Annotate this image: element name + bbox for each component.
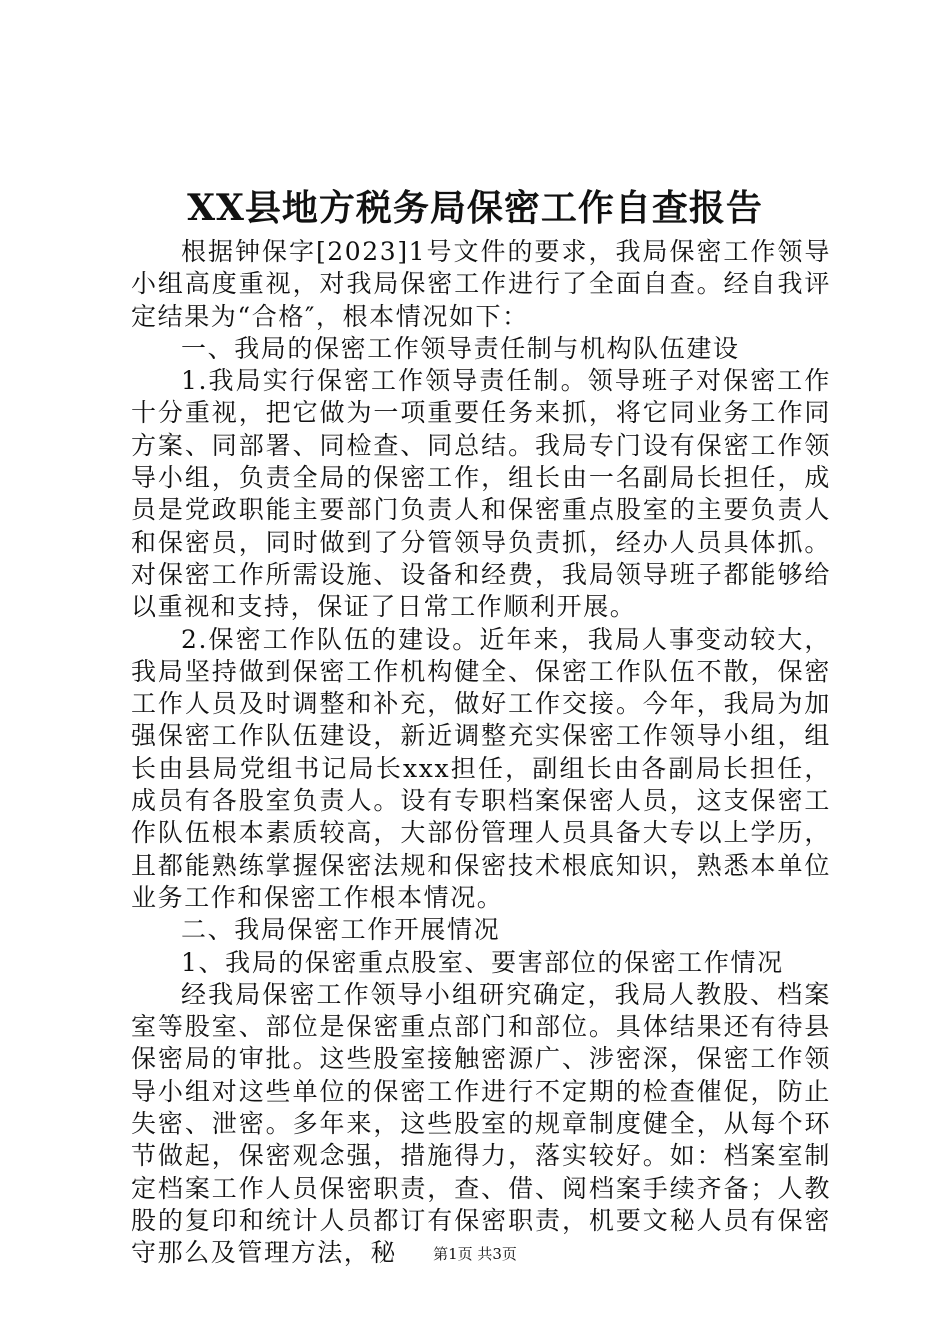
heading-section-1: 一、我局的保密工作领导责任制与机构队伍建设 [181,333,740,363]
paragraph-1-2: 2.保密工作队伍的建设。近年来，我局人事变动较大，我局坚持做到保密工作机构健全、保密工作队伍不散，保密工作人员及时调整和补充，做好工作交接。今年，我局为加强保密工作队伍建设，新近调整充实保密工作领导小组，组长由县局党组书记局长xxx担任，副组长由各副局长担任，成员有各股室负责人。设有专职档案保密人员，这支保密工作队伍根本素质较高，大部份管理人员具备大专以上学历，且都能熟练掌握保密法规和保密技术根底知识，熟悉本单位业务工作和保密工作根本情况。 [131,624,831,912]
document-body [131,236,831,1270]
paragraph-1-1: 1.我局实行保密工作领导责任制。领导班子对保密工作十分重视，把它做为一项重要任务来抓，将它同业务工作同方案、同部署、同检查、同总结。我局专门设有保密工作领导小组，负责全局的保密工作，组长由一名副局长担任，成员是党政职能主要部门负责人和保密重点股室的主要负责人和保密员，同时做到了分管领导负责抓，经办人员具体抓。对保密工作所需设施、设备和经费，我局领导班子都能够给以重视和支持，保证了日常工作顺利开展。 [131,366,831,622]
document-title: XX县地方税务局保密工作自查报告 [187,187,763,229]
heading-subsection-2-1: 1、我局的保密重点股室、要害部位的保密工作情况 [181,947,784,977]
heading-section-2: 二、我局保密工作开展情况 [181,915,501,945]
page-footer: 第1页 共3页 [433,1245,517,1263]
paragraph-2-1: 经我局保密工作领导小组研究确定，我局人教股、档案室等股室、部位是保密重点部门和部位。具体结果还有待县保密局的审批。这些股室接触密源广、涉密深，保密工作领导小组对这些单位的保密工作进行不定期的检查催促，防止失密、泄密。多年来，这些股室的规章制度健全，从每个环节做起，保密观念强，措施得力，落实较好。如：档案室制定档案工作人员保密职责，查、借、阅档案手续齐备；人教股的复印和统计人员都订有保密职责，机要文秘人员有保密守那么及管理方法，秘 [131,979,831,1268]
paragraph-intro: 根据钟保字[2023]1号文件的要求，我局保密工作领导小组高度重视，对我局保密工作进行了全面自查。经自我评定结果为“合格″，根本情况如下： [131,237,831,331]
